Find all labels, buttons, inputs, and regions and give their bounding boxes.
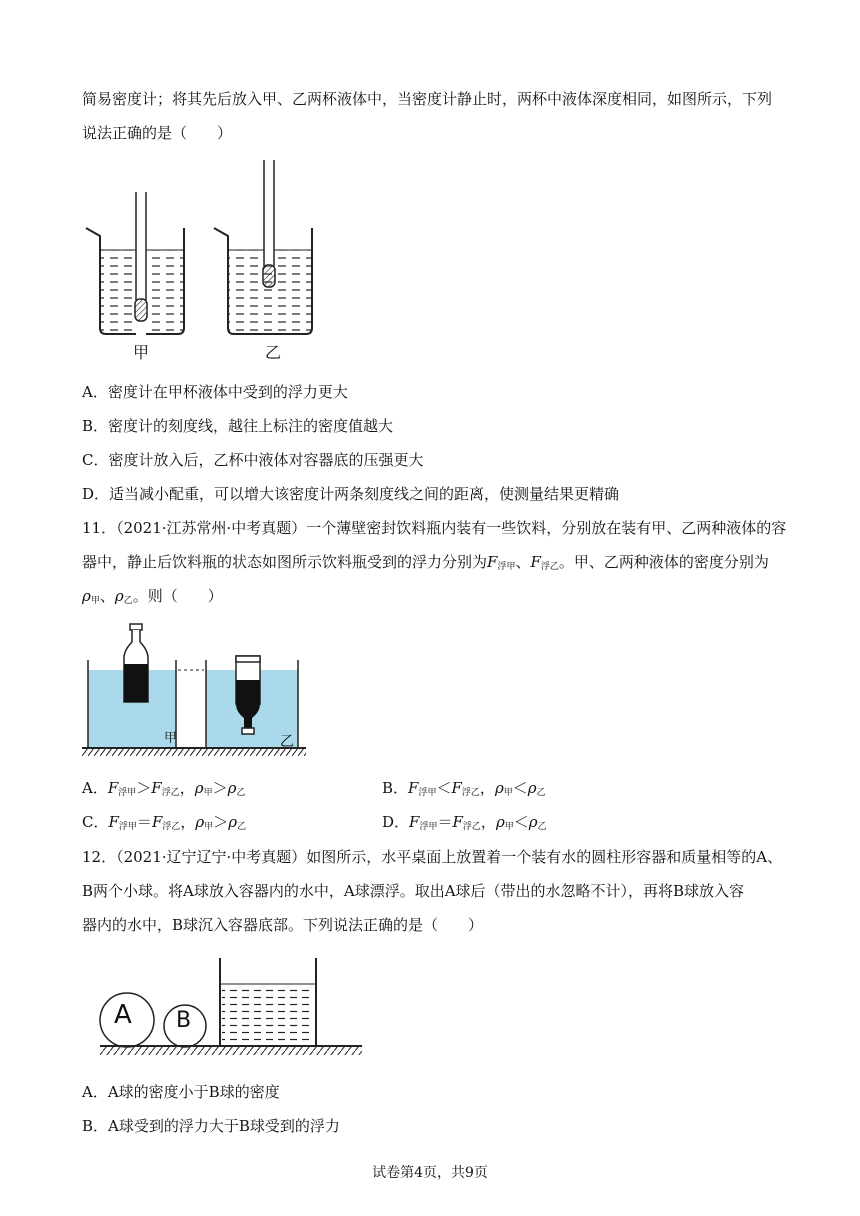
q12-stem-line1: 12．（2021·辽宁辽宁·中考真题）如图所示，水平桌面上放置着一个装有水的圆柱形容器和质量相等的A、 xyxy=(82,848,783,866)
q11-stem-line2: 器中，静止后饮料瓶的状态如图所示饮料瓶受到的浮力分别为$F_{浮甲}$、$F_{浮乙}$。甲、乙两种液体的密度分别为 xyxy=(82,553,769,572)
q12-ball-a-label: A xyxy=(114,1000,132,1030)
q10-stem-line1: 简易密度计；将其先后放入甲、乙两杯液体中，当密度计静止时，两杯中液体深度相同，如图所示，下列 xyxy=(82,90,773,108)
q11-bottles-figure xyxy=(82,620,306,760)
page-footer: 试卷第4页，共9页 xyxy=(372,1165,488,1181)
q10-option-a: A．密度计在甲杯液体中受到的浮力更大 xyxy=(82,383,348,401)
q10-option-d: D．适当减小配重，可以增大该密度计两条刻度线之间的距离，使测量结果更精确 xyxy=(82,485,620,503)
q11-option-b: B．$F_{浮甲}<F_{浮乙}$，$\rho_甲<\rho_乙$ xyxy=(382,779,546,798)
q11-label-jia: 甲 xyxy=(164,731,178,746)
q11-label-yi: 乙 xyxy=(280,734,294,750)
q11-option-d: D．$F_{浮甲}=F_{浮乙}$，$\rho_甲<\rho_乙$ xyxy=(382,813,547,832)
beaker-jia xyxy=(86,192,184,336)
q10-label-yi: 乙 xyxy=(265,343,282,362)
q12-stem-line2: B两个小球。将A球放入容器内的水中，A球漂浮。取出A球后（带出的水忽略不计），再将B球放入容 xyxy=(82,882,745,900)
q10-stem-line2: 说法正确的是（ ） xyxy=(82,124,233,142)
q10-label-jia: 甲 xyxy=(133,343,150,362)
q12-option-a: A．A球的密度小于B球的密度 xyxy=(82,1083,280,1101)
q11-option-a: A．$F_{浮甲}>F_{浮乙}$，$\rho_甲>\rho_乙$ xyxy=(82,779,246,798)
q11-stem-line1: 11．（2021·江苏常州·中考真题）一个薄壁密封饮料瓶内装有一些饮料，分别放在装有甲、乙两种液体的容 xyxy=(82,519,787,537)
q12-option-b: B．A球受到的浮力大于B球受到的浮力 xyxy=(82,1117,340,1135)
q10-option-b: B．密度计的刻度线，越往上标注的密度值越大 xyxy=(82,417,394,435)
q12-balls-container-figure xyxy=(96,952,366,1056)
q11-stem-line3: $\rho_甲$、$\rho_乙$。则（ ） xyxy=(82,587,223,606)
beaker-yi xyxy=(214,160,312,334)
q10-option-c: C．密度计放入后，乙杯中液体对容器底的压强更大 xyxy=(82,451,424,469)
q10-beakers-figure xyxy=(80,158,320,370)
q11-option-c: C．$F_{浮甲}=F_{浮乙}$，$\rho_甲>\rho_乙$ xyxy=(82,813,247,832)
q12-stem-line3: 器内的水中，B球沉入容器底部。下列说法正确的是（ ） xyxy=(82,916,484,934)
q12-ball-b-label: B xyxy=(176,1008,192,1033)
